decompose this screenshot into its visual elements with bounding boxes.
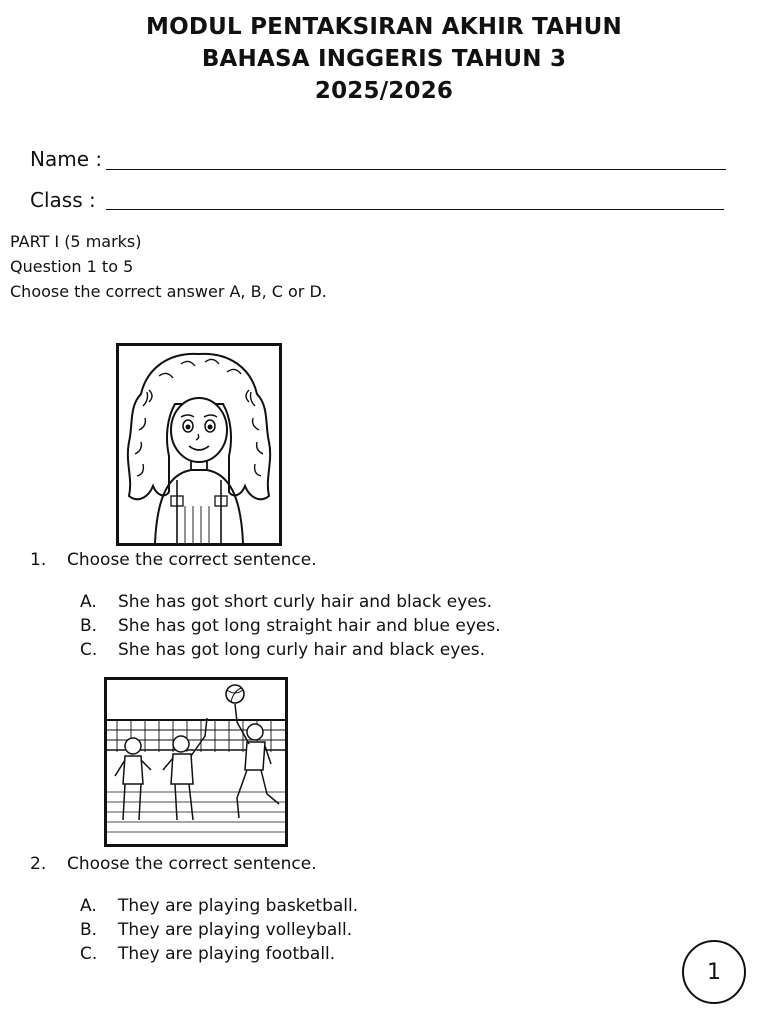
- q1-option-b-letter[interactable]: B.: [80, 616, 98, 636]
- page-number-circle: [682, 940, 746, 1004]
- name-field[interactable]: [106, 169, 726, 170]
- volleyball-drawing: [107, 680, 285, 844]
- q2-option-c-letter[interactable]: C.: [80, 944, 98, 964]
- title-line-3: 2025/2026: [314, 78, 454, 104]
- title-line-1: MODUL PENTAKSIRAN AKHIR TAHUN: [146, 14, 622, 40]
- page-number: 1: [707, 959, 721, 985]
- q2-option-c-text[interactable]: They are playing football.: [118, 944, 336, 964]
- volleyball-illustration: [104, 677, 288, 847]
- q2-option-b-text[interactable]: They are playing volleyball.: [118, 920, 353, 940]
- q1-option-a-text[interactable]: She has got short curly hair and black eyes.: [118, 592, 492, 612]
- girl-illustration: [116, 343, 282, 546]
- question-2-number: 2.: [30, 854, 47, 874]
- title-line-2: BAHASA INGGERIS TAHUN 3: [201, 46, 567, 72]
- question-1-number: 1.: [30, 550, 47, 570]
- question-1-prompt: Choose the correct sentence.: [67, 550, 317, 570]
- girl-drawing: [119, 346, 279, 543]
- q2-option-b-letter[interactable]: B.: [80, 920, 98, 940]
- q1-option-a-letter[interactable]: A.: [80, 592, 97, 612]
- q1-option-b-text[interactable]: She has got long straight hair and blue eyes.: [118, 616, 501, 636]
- name-label: Name :: [30, 147, 103, 171]
- part-title: PART I (5 marks): [10, 232, 142, 251]
- q2-option-a-text[interactable]: They are playing basketball.: [118, 896, 359, 916]
- class-label: Class :: [30, 188, 96, 212]
- question-range: Question 1 to 5: [10, 257, 134, 276]
- q1-option-c-text[interactable]: She has got long curly hair and black eyes.: [118, 640, 485, 660]
- q2-option-a-letter[interactable]: A.: [80, 896, 97, 916]
- class-field[interactable]: [106, 209, 724, 210]
- instruction-text: Choose the correct answer A, B, C or D.: [10, 282, 327, 301]
- q1-option-c-letter[interactable]: C.: [80, 640, 98, 660]
- question-2-prompt: Choose the correct sentence.: [67, 854, 317, 874]
